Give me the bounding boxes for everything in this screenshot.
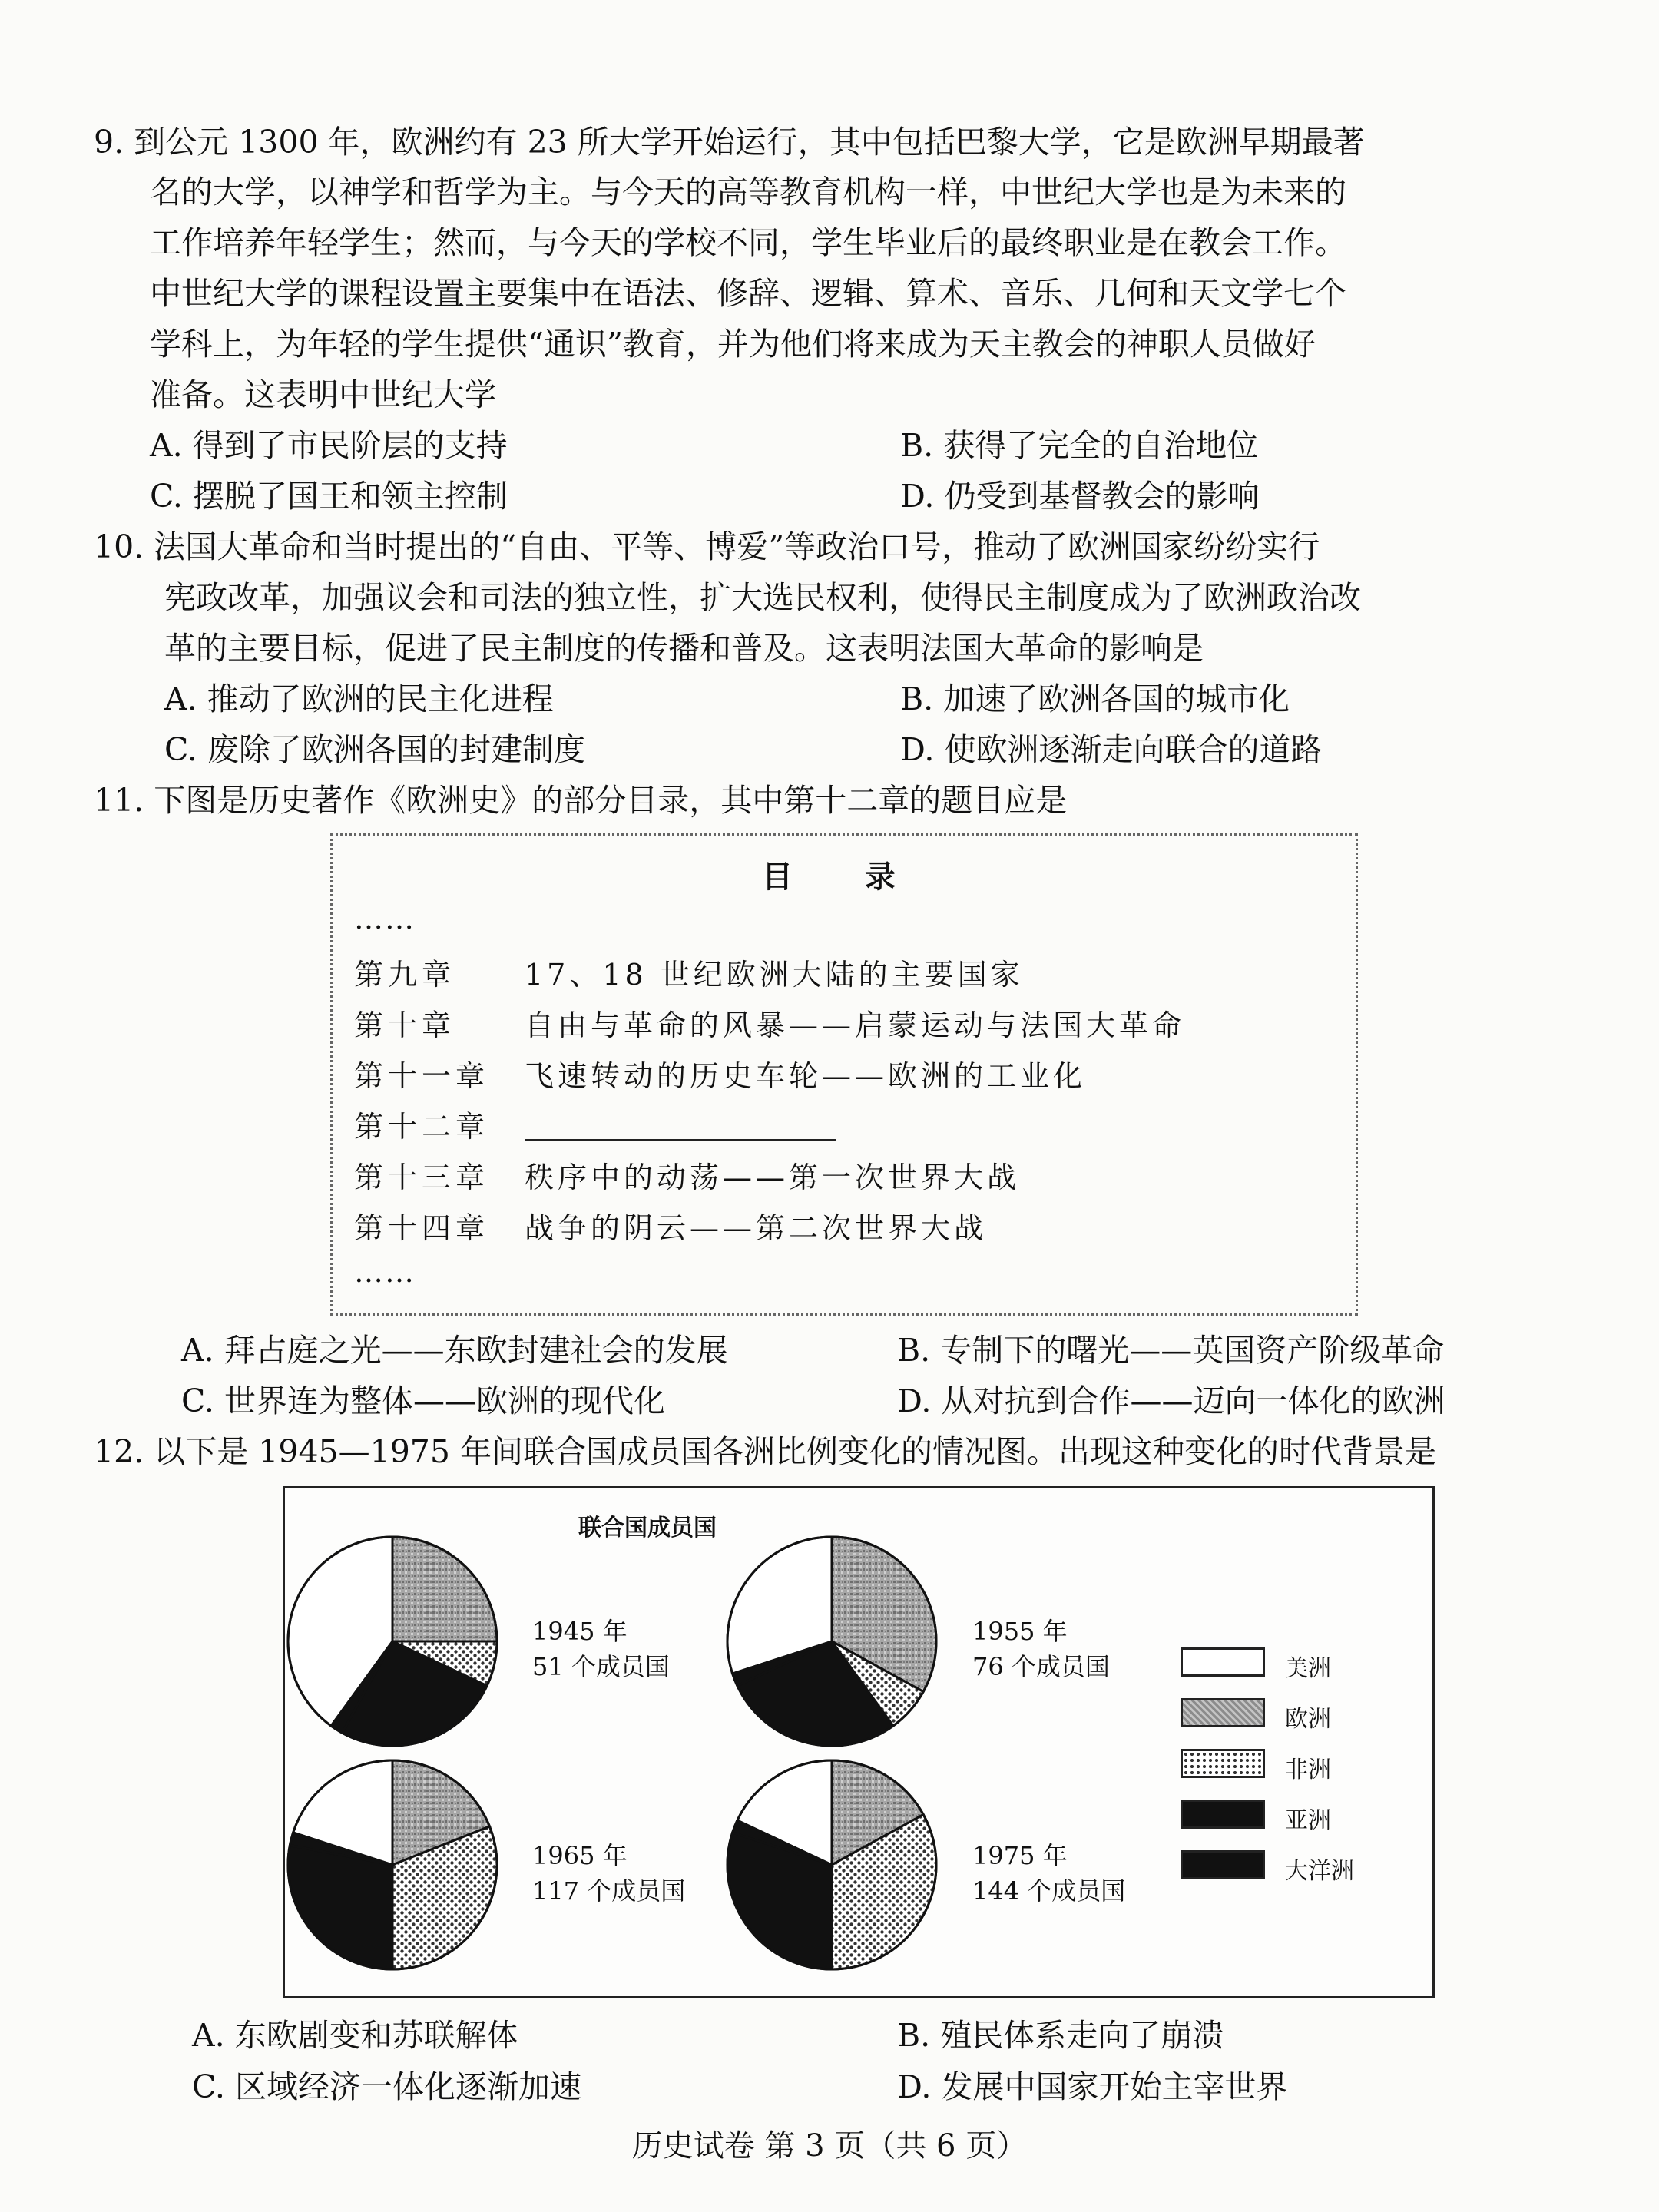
toc-answer-blank (525, 1139, 836, 1141)
option-d[interactable]: D. 从对抗到合作——迈向一体化的欧洲 (897, 1382, 1445, 1419)
chart-title: 联合国成员国 (578, 1515, 717, 1541)
option-a[interactable]: A. 东欧剧变和苏联解体 (192, 2017, 518, 2054)
option-d[interactable]: D. 使欧洲逐渐走向联合的道路 (900, 731, 1323, 768)
option-a[interactable]: A. 推动了欧洲的民主化进程 (164, 680, 554, 717)
pie-label-1955 (972, 1614, 1110, 1685)
option-b[interactable]: B. 加速了欧洲各国的城市化 (900, 680, 1290, 717)
question-10-line: 宪政改革，加强议会和司法的独立性，扩大选民权利，使得民主制度成为了欧洲政治改 (164, 579, 1361, 616)
option-c[interactable]: C. 废除了欧洲各国的封建制度 (164, 731, 585, 768)
question-9-line: 名的大学，以神学和哲学为主。与今天的高等教育机构一样，中世纪大学也是为未来的 (150, 174, 1346, 210)
question-12-line: 12. 以下是 1945—1975 年间联合国成员国各洲比例变化的情况图。出现这种变化的时代背景是 (94, 1433, 1436, 1470)
legend-swatch (1181, 1647, 1265, 1677)
option-b[interactable]: B. 获得了完全的自治地位 (900, 427, 1259, 464)
toc-chapter-number: 第十四章 (354, 1211, 490, 1245)
pie-members: 51 个成员国 (532, 1652, 670, 1682)
pie-members: 117 个成员国 (532, 1876, 686, 1906)
legend-label: 亚洲 (1285, 1807, 1331, 1834)
option-c[interactable]: C. 世界连为整体——欧洲的现代化 (181, 1382, 665, 1419)
pie-year: 1965 年 (532, 1841, 628, 1870)
legend-swatch (1181, 1698, 1265, 1727)
pie-year: 1945 年 (532, 1617, 628, 1646)
option-b[interactable]: B. 专制下的曙光——英国资产阶级革命 (897, 1332, 1445, 1369)
toc-ellipsis: …… (354, 902, 416, 935)
option-b[interactable]: B. 殖民体系走向了崩溃 (897, 2017, 1224, 2054)
un-members-chart (283, 1486, 1435, 1998)
legend-label: 非洲 (1285, 1757, 1331, 1783)
table-of-contents (330, 833, 1358, 1316)
option-a[interactable]: A. 得到了市民阶层的支持 (150, 427, 508, 464)
option-d[interactable]: D. 仍受到基督教会的影响 (900, 478, 1260, 515)
legend-label: 欧洲 (1285, 1706, 1331, 1733)
question-9-line: 中世纪大学的课程设置主要集中在语法、修辞、逻辑、算术、音乐、几何和天文学七个 (150, 275, 1346, 312)
toc-chapter-title: 战争的阴云——第二次世界大战 (525, 1211, 988, 1245)
pie-year: 1955 年 (972, 1617, 1068, 1646)
option-c[interactable]: C. 摆脱了国王和领主控制 (150, 478, 508, 515)
question-9-line: 9. 到公元 1300 年，欧洲约有 23 所大学开始运行，其中包括巴黎大学，它是欧洲早期最著 (94, 124, 1365, 161)
question-10-line: 10. 法国大革命和当时提出的“自由、平等、博爱”等政治口号，推动了欧洲国家纷纷实行 (94, 528, 1320, 565)
question-9-line: 学科上，为年轻的学生提供“通识”教育，并为他们将来成为天主教会的神职人员做好 (150, 326, 1316, 363)
page-footer: 历史试卷 第 3 页（共 6 页） (631, 2128, 1028, 2164)
toc-title: 目 录 (762, 859, 926, 895)
pie-members: 76 个成员国 (972, 1652, 1110, 1682)
toc-chapter-number: 第十章 (354, 1008, 456, 1042)
toc-chapter-title: 自由与革命的风暴——启蒙运动与法国大革命 (525, 1008, 1186, 1042)
option-d[interactable]: D. 发展中国家开始主宰世界 (897, 2068, 1288, 2105)
toc-chapter-number: 第十三章 (354, 1161, 490, 1194)
question-11-line: 11. 下图是历史著作《欧洲史》的部分目录，其中第十二章的题目应是 (94, 782, 1068, 819)
legend-label: 美洲 (1285, 1655, 1331, 1682)
question-9-line: 工作培养年轻学生；然而，与今天的学校不同，学生毕业后的最终职业是在教会工作。 (150, 224, 1346, 261)
pie-1965-slice-3 (288, 1846, 392, 1969)
toc-chapter-title: 秩序中的动荡——第一次世界大战 (525, 1161, 1021, 1194)
pie-label-1965 (532, 1838, 685, 1909)
legend-label: 大洋洲 (1285, 1858, 1354, 1885)
question-10-line: 革的主要目标，促进了民主制度的传播和普及。这表明法国大革命的影响是 (164, 630, 1204, 667)
pie-1945-slice-1 (392, 1537, 497, 1641)
pie-label-1975 (972, 1838, 1125, 1909)
legend-swatch (1181, 1800, 1265, 1829)
toc-chapter-number: 第十二章 (354, 1110, 490, 1144)
option-a[interactable]: A. 拜占庭之光——东欧封建社会的发展 (181, 1332, 728, 1369)
toc-chapter-title: 17、18 世纪欧洲大陆的主要国家 (525, 958, 1024, 992)
toc-ellipsis: …… (354, 1255, 416, 1289)
question-9-line: 准备。这表明中世纪大学 (150, 376, 496, 413)
pie-members: 144 个成员国 (972, 1876, 1126, 1906)
pie-charts (285, 1488, 1432, 1996)
toc-chapter-number: 第九章 (354, 958, 456, 992)
toc-chapter-number: 第十一章 (354, 1059, 490, 1093)
legend-swatch (1181, 1850, 1265, 1879)
toc-chapter-title: 飞速转动的历史车轮——欧洲的工业化 (525, 1059, 1087, 1093)
pie-year: 1975 年 (972, 1841, 1068, 1870)
pie-label-1945 (532, 1614, 670, 1685)
option-c[interactable]: C. 区域经济一体化逐渐加速 (192, 2068, 581, 2105)
legend-swatch (1181, 1749, 1265, 1778)
